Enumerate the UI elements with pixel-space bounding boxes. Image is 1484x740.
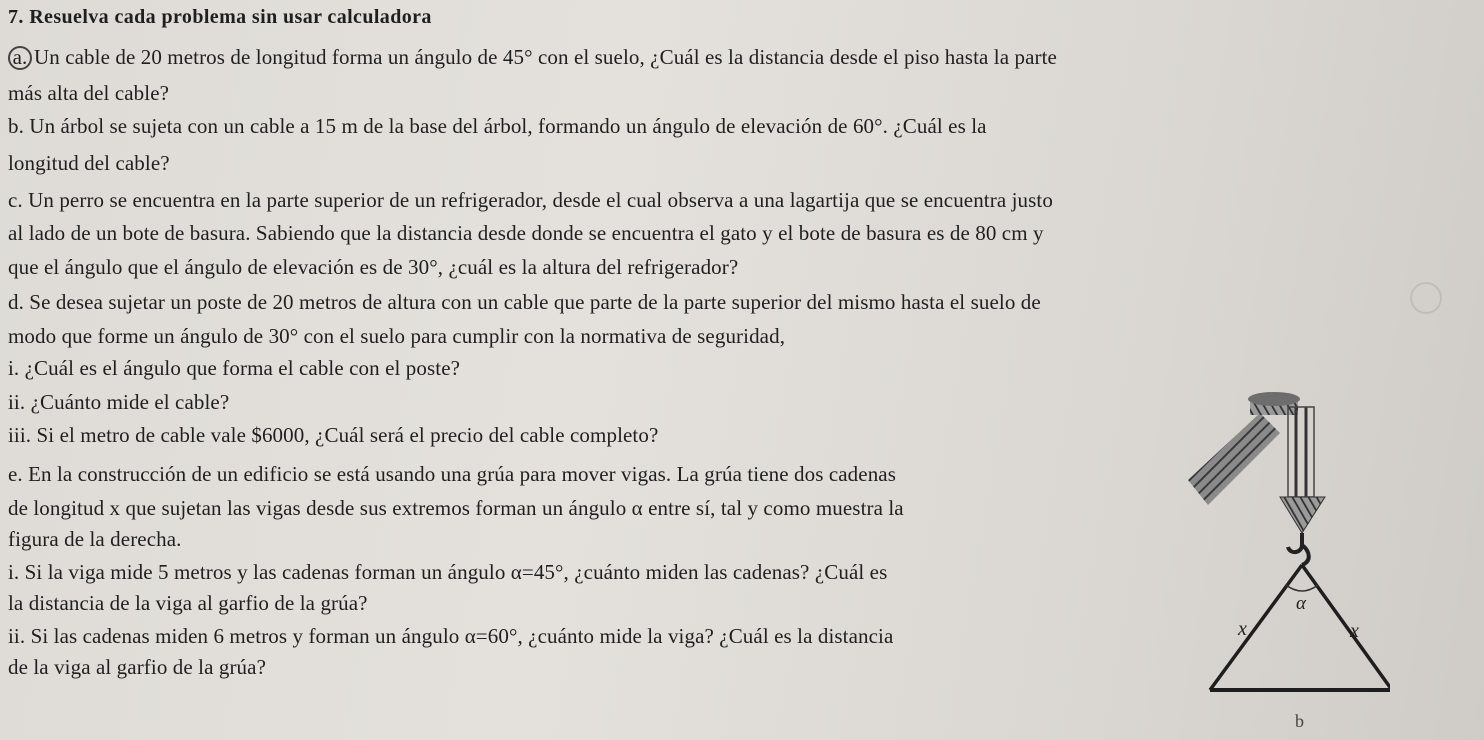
problem-d-question-iii: iii. Si el metro de cable vale $6000, ¿Cuál será el precio del cable completo? [8,423,659,447]
angle-arc [1286,585,1318,591]
problem-a-line-2: más alta del cable? [8,81,170,105]
problem-c-line-2: al lado de un bote de basura. Sabiendo que la distancia desde donde se encuentra el gato y el bote de basura es de 80 cm y [8,221,1044,245]
problem-b-line-1: b. Un árbol se sujeta con un cable a 15 m de la base del árbol, formando un ángulo de elevación de 60°. ¿Cuál es la [8,114,987,138]
problem-e-line-3: figura de la derecha. [8,527,182,551]
problem-a-marker: a. [8,46,32,70]
crane-arm [1188,413,1280,505]
problem-d-line-1: d. Se desea sujetar un poste de 20 metros de altura con un cable que parte de la parte superior del mismo hasta el suelo de [8,290,1041,314]
crane-figure [1170,385,1390,735]
problem-e-line-1: e. En la construcción de un edificio se está usando una grúa para mover vigas. La grúa tiene dos cadenas [8,462,896,486]
hook-block [1280,497,1325,533]
exercise-number: 7. [8,6,24,28]
problem-d-question-ii: ii. ¿Cuánto mide el cable? [8,390,230,414]
crane-hook [1288,533,1309,565]
problem-e-ii-line-1: ii. Si las cadenas miden 6 metros y forman un ángulo α=60°, ¿cuánto mide la viga? ¿Cuál es la distancia [8,624,894,648]
problem-c-line-3: que el ángulo que el ángulo de elevación es de 30°, ¿cuál es la altura del refrigerador? [8,255,739,279]
problem-a-line-1 [8,44,1057,70]
left-chain-label: x [1238,618,1247,640]
exercise-title: Resuelva cada problema sin usar calculadora [29,6,432,28]
crane-pulley [1248,392,1300,406]
problem-d-line-2: modo que forme un ángulo de 30° con el suelo para cumplir con la normativa de seguridad, [8,324,786,348]
beam-label: b [1295,711,1304,731]
crane-cable-frame [1288,407,1314,497]
right-chain-label: x [1350,620,1359,642]
chain-right [1302,565,1390,690]
problem-e-i-line-1: i. Si la viga mide 5 metros y las cadenas forman un ángulo α=45°, ¿cuánto miden las cadenas? ¿Cuál es [8,560,888,584]
problem-e-ii-line-2: de la viga al garfio de la grúa? [8,655,266,679]
exercise-heading [8,4,432,30]
alpha-label: α [1296,593,1306,614]
problem-c-line-1: c. Un perro se encuentra en la parte superior de un refrigerador, desde el cual observa a una lagartija que se encuentra justo [8,188,1053,212]
faint-circle-mark [1410,282,1442,314]
problem-e-line-2: de longitud x que sujetan las vigas desde sus extremos forman un ángulo α entre sí, tal y como muestra la [8,496,904,520]
problem-b-line-2: longitud del cable? [8,151,170,175]
chain-left [1210,565,1302,690]
problem-a-text-1: Un cable de 20 metros de longitud forma un ángulo de 45° con el suelo, ¿Cuál es la distancia desde el piso hasta la parte [34,45,1057,69]
problem-d-question-i: i. ¿Cuál es el ángulo que forma el cable con el poste? [8,356,461,380]
problem-e-i-line-2: la distancia de la viga al garfio de la grúa? [8,591,368,615]
